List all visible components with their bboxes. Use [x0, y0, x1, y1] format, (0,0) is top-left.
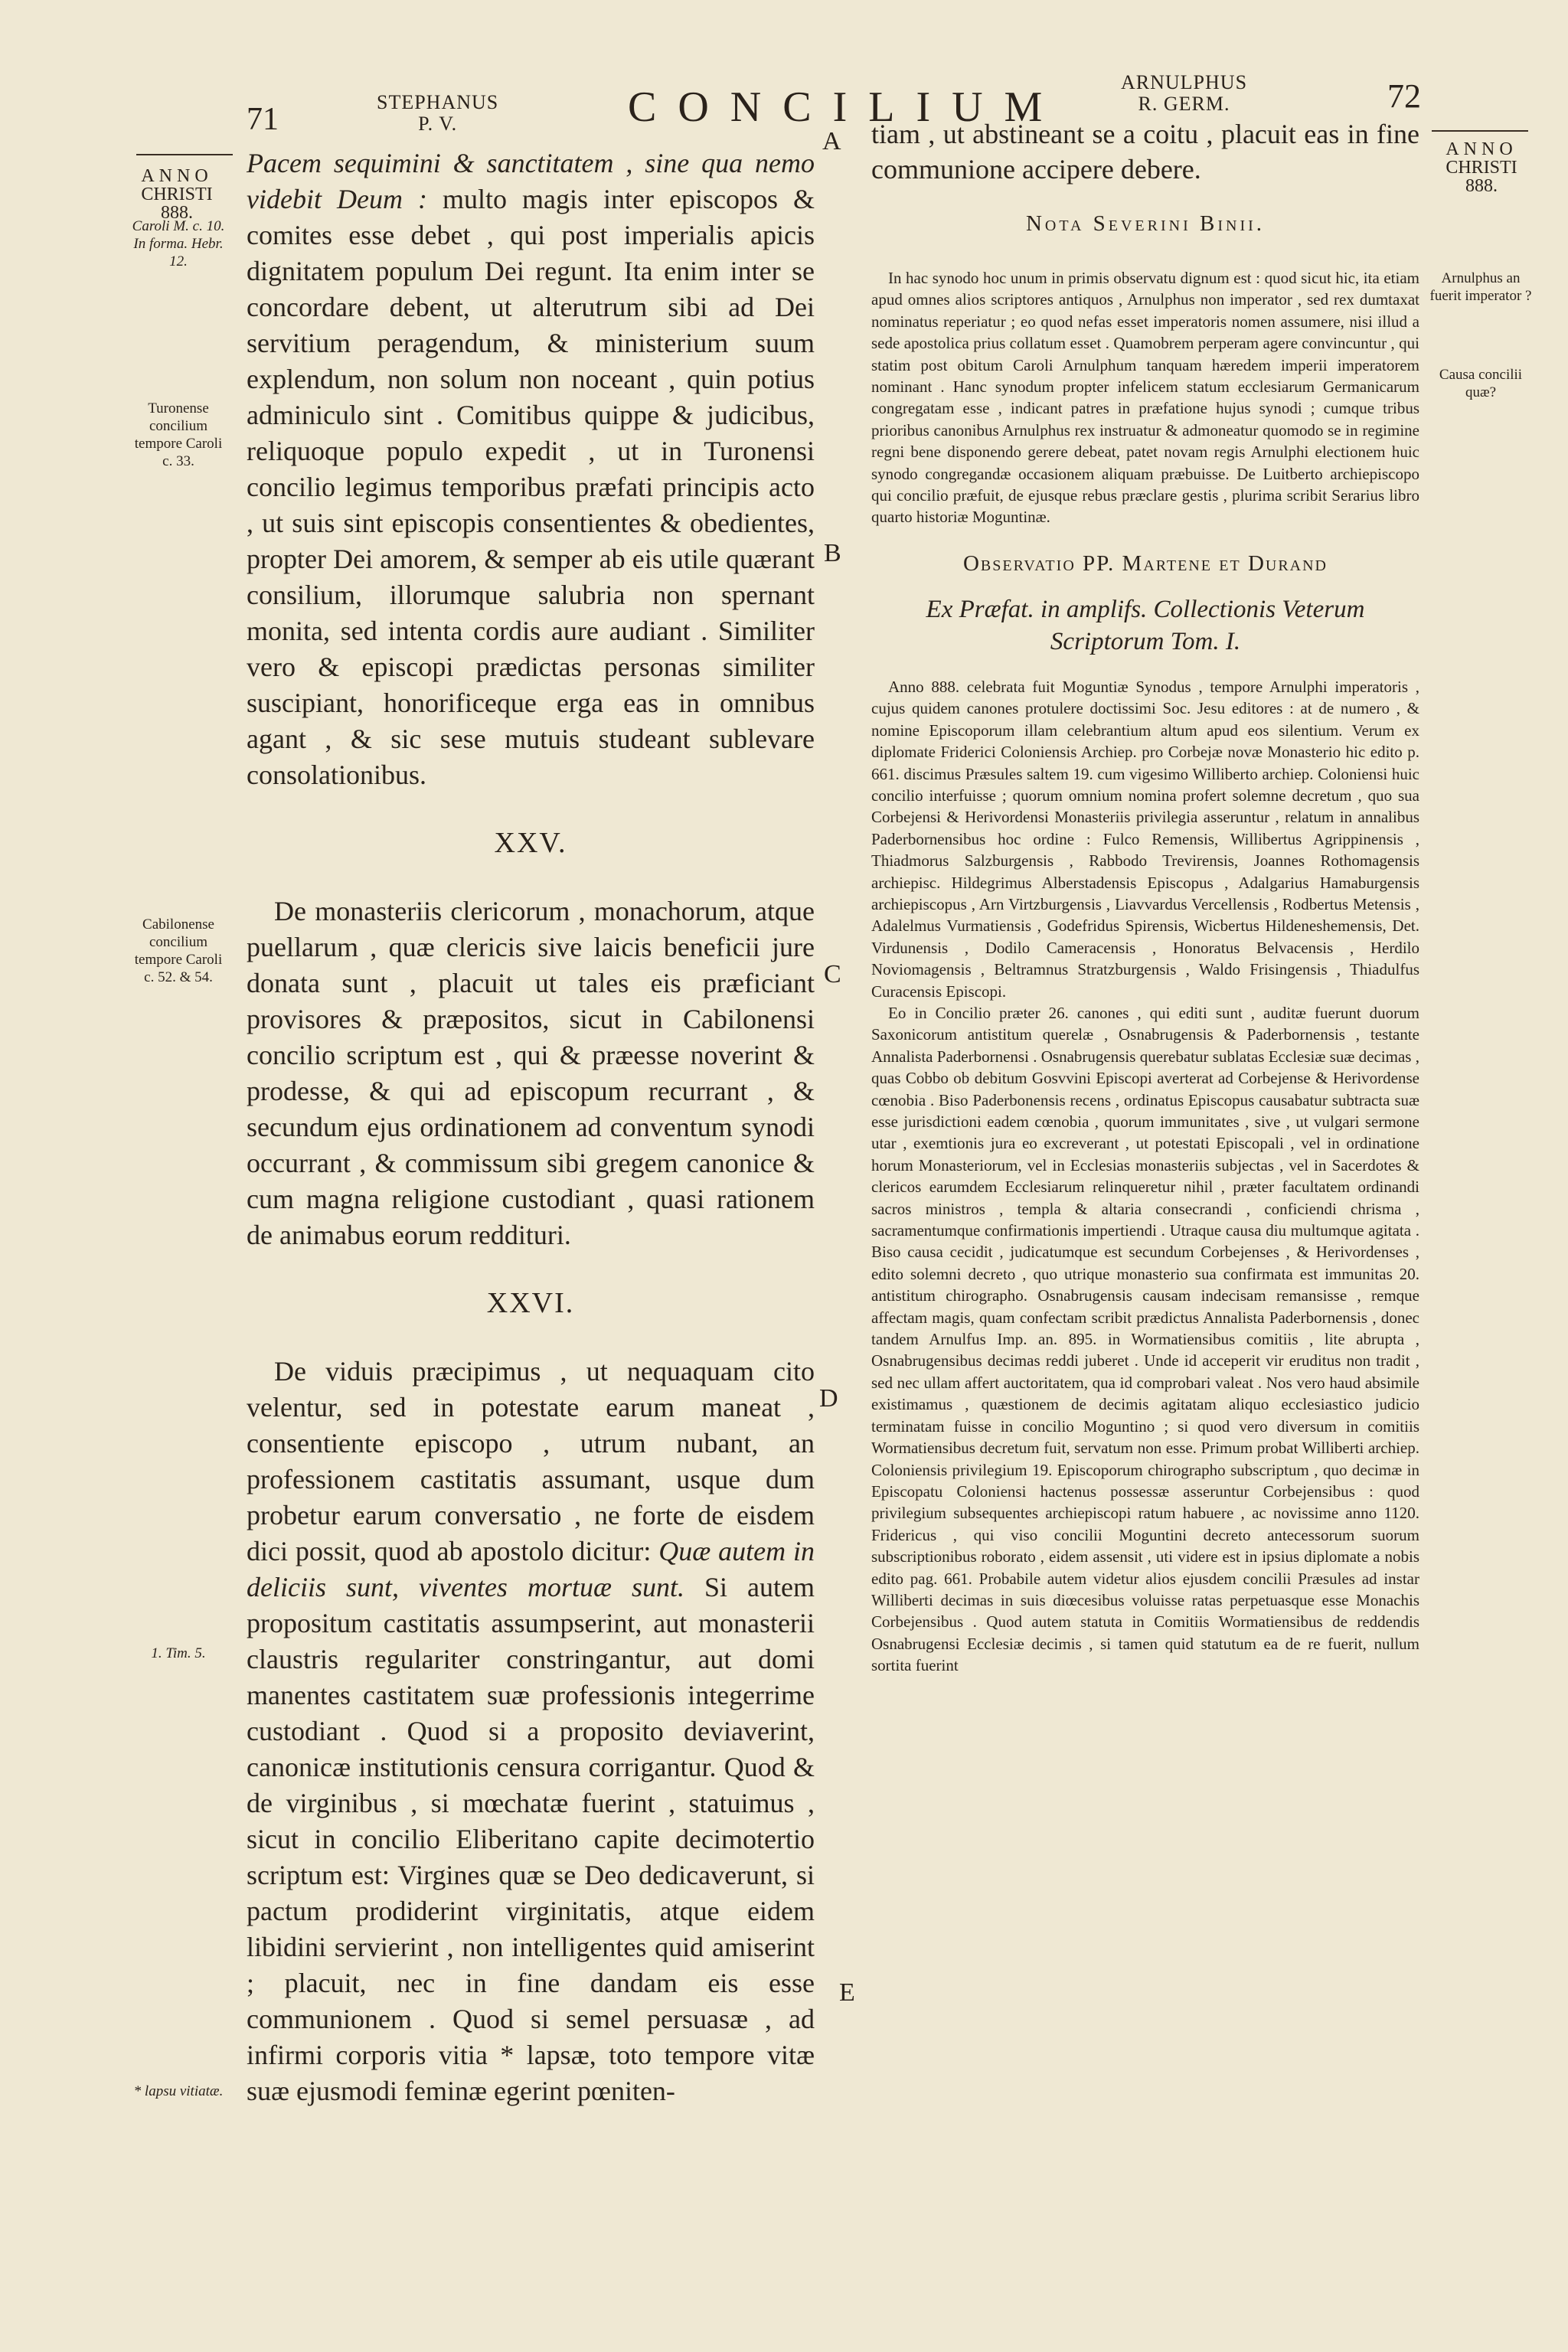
source-heading-line2: Scriptorum Tom. I.	[1050, 627, 1241, 655]
anno-left-line1: ANNO	[141, 166, 213, 186]
margin-note: Causa concilii quæ?	[1439, 367, 1523, 400]
observatio-heading: Observatio PP. Martene et Durand	[962, 550, 1328, 576]
margin-note: Cabilonense concilium tempore Caroli c. 52. & 54.	[134, 916, 223, 985]
margin-rule-left	[136, 154, 233, 155]
observatio-paragraph: Eo in Concilio præter 26. canones , qui editi sunt , auditæ fuerunt duorum Saxonicorum antistitum querelæ , Osnabrugensis & Paderbornensis , testante Annalista Paderbornensi . Osnabrugensis querebatur sublatas Ecclesiæ suæ decimas , quas Cobbo ob debitum Gosvvini Episcopi averterat ad Corbejense & Herivordense cœnobia . Biso Paderbonensis recens , ordinatus Episcopus causabatur subtracta suæ esse jurisdictioni eadem cœnobia , quorum immunitates , sive , ut vulgari sermone utar , exemtionis jura eo excreverant , ut potestati Episcopali , vel in ordinatione horum Monasteriorum, vel in Ecclesias monasteriis subjectas , vel in Sacerdotes & clericos earumdem Ecclesiarum relinqueretur nihil , præter facultatem ordinandi sacros ministros , templa & altaria consecrandi , conficiendi chrisma , sacramentumque confirmationis impertiendi . Utraque causa diu multumque agitata . Biso causa cecidit , judicatumque est secundum Corbejenses , & Herivordenses , edito solemni decreto , quo utrique monasterio sua confirmata est immunitas 20. antistitum chirographo. Osnabrugensis causam indecisam remansisse , remque affectam magis, quam confectam scribit prædictus Annalista Paderbornensis , donec tandem Arnulfus Imp. an. 895. in Wormatiensibus comitiis , lite abrupta , Osnabrugensibus decimas reddi juberet . Unde id acceperit vir eruditus non tradit , sed nec ullam affert auctoritatem, qua id comprobari valeat . Nos vero haud absimile existimamus , quæstionem de decimis agitatam aliquo ecclesiastico judicio terminatam fuisse in concilio Moguntino ; si quod vero diversum in comitiis Wormatiensibus decretum fuit, servatum non esse. Primum probat Williberti archiep. Coloniensis privilegium 19. Episcoporum chirographo subscriptum , quo decimæ in Episcopatu Coloniensi hactenus possessæ asseruntur Corbejensibus : quod privilegium subsequentes archiepiscopi ratum habuere , ac novissime anno 1120. Fridericus , qui viso concilii Moguntini decreto antecessorum suorum subscriptionibus roborato , eidem assensit , uti videre est in ipsius diplomate a nobis edito pag. 661. Probabile autem videtur alios ejusdem concilii Præsules ad instar Williberti decimas in suis diœcesibus voluisse ratas perpetuasque esse Monachis Corbejensibus . Quod autem statuta in Comitiis Wormatiensibus de reddendis Osnabrugensi Ecclesiæ decimis , si tamen quid statutum ea de re fuerit, nullum sortita fuerint	[871, 1003, 1419, 1675]
margin-note: * lapsu vitiatæ.	[133, 2083, 224, 2099]
anno-christi-right	[1433, 140, 1530, 195]
nota-heading: Nota Severini Binii.	[1025, 211, 1266, 236]
running-title: CONCILIUM	[628, 83, 1064, 131]
right-column	[871, 116, 1419, 1677]
paragraph-canon-xxvi	[247, 1354, 815, 2109]
page-number-left: 71	[247, 102, 279, 137]
section-letter-c: C	[824, 960, 841, 988]
source-heading-line1: Ex Præfat. in amplifs. Collectionis Veterum	[926, 595, 1365, 623]
anno-christi-left	[129, 167, 225, 222]
nota-paragraph: In hac synodo hoc unum in primis observatu dignum est : quod sicut hic, ita etiam apud omnes alios scriptores antiquos , Arnulphus non imperator , sed rex dumtaxat nominatus reperiatur ; eo quod nefas esset imperatoris nomen assumere, nisi illud a sede apostolica prius collatum esset . Quamobrem perperam agere convincuntur , qui statim post obitum Caroli Arnulphum tanquam hæredem imperii imperatorem nominant . Hanc synodum propter infelicem statum ecclesiarum Germanicarum congregatam esse , indicant patres in præfatione hujus synodi ; cumque tribus prioribus canonibus Arnulphus rex instruatur & admoneatur quomodo se in regimine regni bene disponendo gerere debeat, patet novam regis Arnulphi electionem huic synodo congregandæ occasionem aliquam præbuisse. De Luitberto archiepiscopo qui concilio præfuit, de ejusque rebus præclare gestis , plurima scribit Serarius libro quarto historiæ Moguntinæ.	[871, 269, 1419, 527]
anno-left-line3: 888.	[161, 203, 193, 223]
paragraph-text: multo magis inter episcopos & comites esse debet , qui post imperialis apicis dignitatem populum Dei regunt. Ita enim inter se concordare debent, ut alterutrum sibi ad Dei servitium peragendum, & ministerium suum explendum, non solum non noceant , quin potius adminiculo sint . Comitibus quippe & judicibus, reliquoque populo expedit , ut in Turonensi concilio legimus temporibus præfati principis acto , ut suis sint episcopis consentientes & obedientes, propter Dei amorem, & semper ab eis utile quærant consilium, illorumque salubria non spernant monita, sed intenta cordis aure audiant . Similiter vero & episcopi prædictas personas similiter suscipiant, honorificeque erga eas in omnibus agant , & sic sese mutuis studeant sublevare consolationibus.	[247, 184, 815, 790]
paragraph-canon-xxvi-end: tiam , ut abstineant se a coitu , placuit eas in fine communione accipere debere.	[871, 119, 1419, 185]
margin-note: 1. Tim. 5.	[151, 1645, 206, 1661]
running-head-left	[377, 92, 498, 135]
anno-right-line3: 888.	[1465, 176, 1498, 196]
running-head-left-line2: P. V.	[418, 113, 458, 135]
section-letter-b: B	[824, 539, 841, 567]
left-column	[247, 145, 815, 2109]
observatio-paragraph: Anno 888. celebrata fuit Moguntiæ Synodus , tempore Arnulphi imperatoris , cujus quidem canones protulere doctissimi Soc. Jesu editores : at de numero , & nomine Episcoporum illam celebrantium altum apud eos silentium. Verum ex diplomate Friderici Coloniensis Archiep. pro Corbejæ novæ Monasterio hic edito p. 661. discimus Præsules saltem 19. cum vigesimo Williberto archiep. Coloniensi huic concilio interfuisse ; quorum omnium nomina profert solemne decretum , quo sua Corbejensi & Herivordensi Monasteriis privilegia asseruntur , relatum in annalibus Paderbornensibus hoc ordine : Fulco Remensis, Willibertus Agrippinensis , Thiadmorus Salzburgensis , Rabbodo Trevirensis, Joannes Rothomagensis archiepisc. Hildegrimus Alberstadensis Episcopus , Adalgarius Hamaburgensis archiepiscopus , Arn Virtzburgensis , Liavvardus Vercellensis , Rodbertus Metensis , Adalelmus Vurmatiensis , Godefridus Spirensis, Wicbertus Hildeneshemensis, Det. Virdunensis , Dodilo Cameracensis , Honoratus Belvacensis , Herdilo Noviomagensis , Beltramnus Stratzburgensis , Waldo Frisingensis , Thiadulfus Curacensis Episcopi.	[871, 677, 1419, 1001]
canon-heading-xxv: XXV.	[494, 827, 567, 859]
section-letter-d: D	[819, 1384, 838, 1413]
paragraph-canon-xxv: De monasteriis clericorum , monachorum, atque puellarum , quæ clericis sive laicis beneficii jure donata sunt , placuit ut tales eis præficiant provisores & præpositos, sicut in Cabilonensi concilio scriptum est , qui & præesse noverint & prodesse, & qui ad episcopum recurrant , & secundum ejus ordinationem ad conventum synodi occurrant , & commissum sibi gregem canonice & cum magna religione custodiant , quasi rationem de animabus eorum reddituri.	[247, 896, 815, 1250]
margin-note: Arnulphus an fuerit imperator ?	[1429, 270, 1532, 304]
paragraph-canon-xxiv-end	[247, 145, 815, 793]
section-letter-e: E	[839, 1978, 855, 2007]
scripture-quote: Pacem sequimini & sanctitatem , sine qua nemo videbit Deum :	[247, 148, 815, 214]
anno-left-line2: CHRISTI	[141, 185, 213, 204]
source-heading	[871, 593, 1419, 658]
running-head-right-line2: R. GERM.	[1138, 93, 1230, 115]
running-head-right	[1121, 72, 1247, 115]
section-letter-a: A	[822, 127, 841, 155]
margin-note: Turonense concilium tempore Caroli c. 33.	[134, 400, 223, 469]
page-number-right: 72	[1387, 77, 1421, 115]
canon-heading-xxvi: XXVI.	[486, 1287, 575, 1319]
running-head-right-line1: ARNULPHUS	[1121, 71, 1248, 93]
scripture-quote: Quæ autem in deliciis sunt, viventes mortuæ sunt.	[247, 1536, 815, 1602]
margin-rule-right	[1432, 130, 1528, 132]
anno-right-line2: CHRISTI	[1446, 158, 1517, 178]
paragraph-text: De viduis præcipimus , ut nequaquam cito velentur, sed in potestate earum maneat , consentiente episcopo , utrum nubant, an professionem castitatis assumant, usque dum probetur earum conversatio , ne forte de eisdem dici possit, quod ab apostolo dicitur:	[247, 1356, 815, 1566]
anno-right-line1: ANNO	[1446, 139, 1517, 159]
margin-note: Caroli M. c. 10. In forma. Hebr. 12.	[132, 218, 225, 270]
running-head-left-line1: STEPHANUS	[377, 91, 499, 113]
paragraph-text: Si autem propositum castitatis assumpserint, aut monasterii claustris regulariter constringantur, aut domi manentes castitatem suæ professionis integerrime custodiant . Quod si a proposito deviaverint, canonicæ institutionis censura corrigantur. Quod & de virginibus , si mœchatæ fuerint , statuimus , sicut in concilio Eliberitano capite decimotertio scriptum est: Virgines quæ se Deo dedicaverunt, si pactum prodiderint virginitatis, atque eidem libidini servierint , non intelligentes quid amiserint ; placuit, nec in fine dandam eis esse communionem . Quod si semel persuasæ , ad infirmi corporis vitia * lapsæ, toto tempore vitæ suæ ejusmodi feminæ egerint pœniten-	[247, 1572, 815, 2106]
